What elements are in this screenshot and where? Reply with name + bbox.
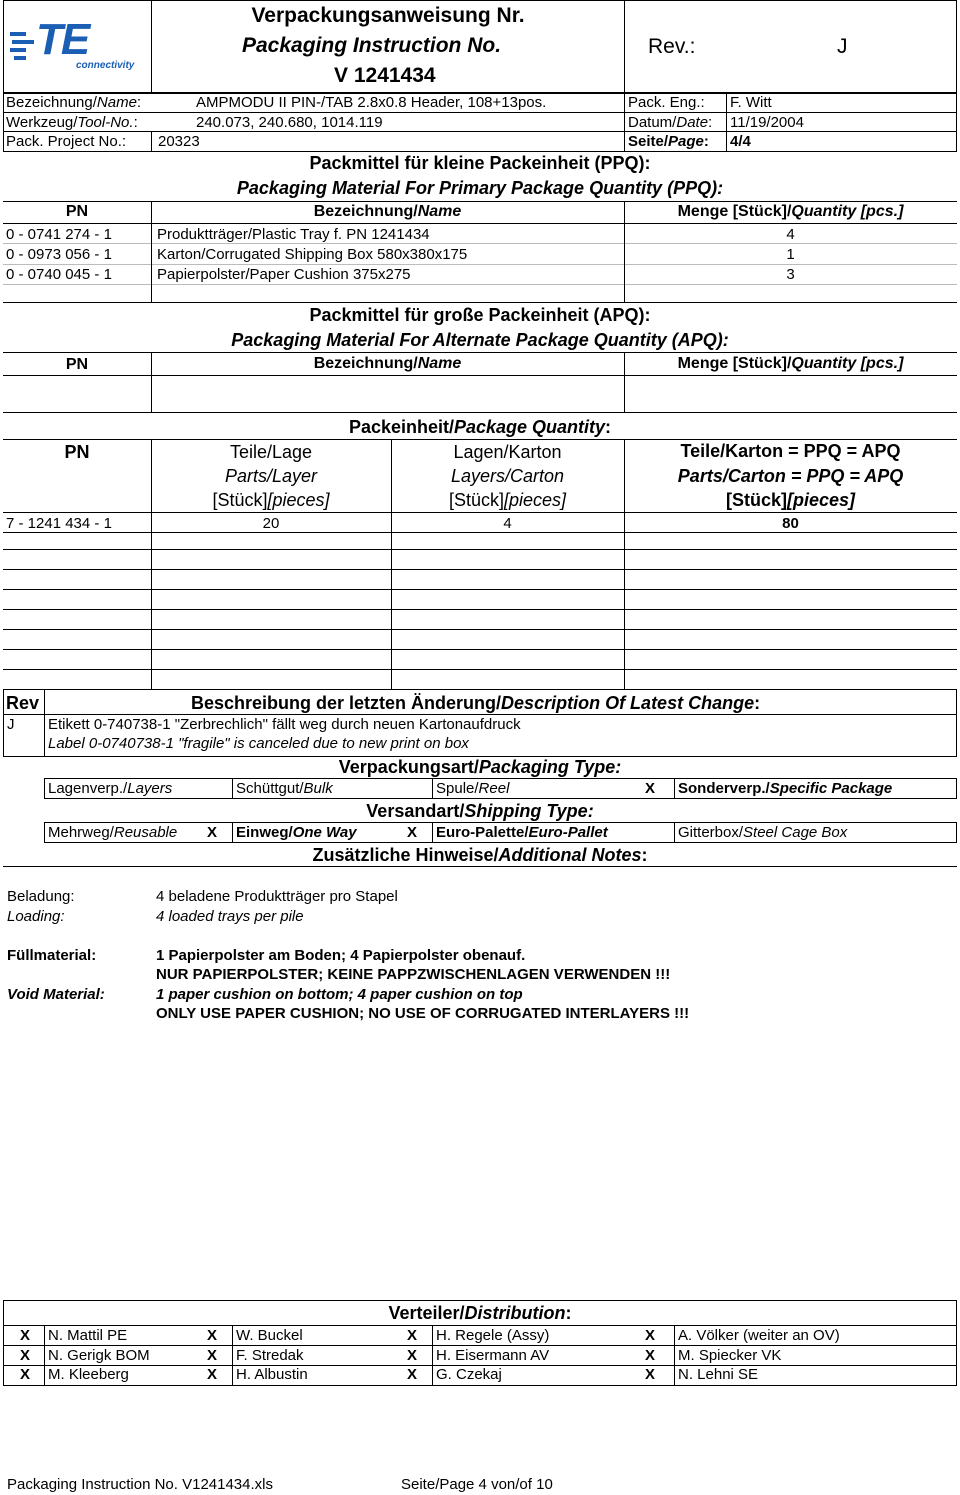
divider (624, 352, 625, 412)
dist-mark: X (407, 1327, 418, 1344)
ppq-row-1-qty: 4 (786, 226, 795, 243)
divider (151, 131, 152, 151)
divider (3, 532, 957, 533)
change-title: Beschreibung der letzten Änderung/Description Of Latest Change: (191, 693, 761, 713)
logo-subtext: connectivity (76, 60, 135, 71)
divider (151, 439, 152, 689)
dist-name: N. Lehni SE (678, 1366, 759, 1383)
tool-value: 240.073, 240.680, 1014.119 (196, 114, 383, 131)
dist-name: N. Gerigk BOM (48, 1347, 150, 1364)
pkg-col-parts-de: Teile/Lage (229, 442, 313, 462)
dist-mark: X (207, 1327, 218, 1344)
pkg-col-layers-en: Layers/Carton (450, 466, 565, 486)
fill-label-en: Void Material: (7, 986, 105, 1003)
fill-line-2: NUR PAPIERPOLSTER; KEINE PAPPZWISCHENLAGEN VERWENDEN !!! (156, 966, 671, 983)
ppq-title-de: Packmittel für kleine Packeinheit (PPQ): (309, 153, 651, 173)
ppq-row-2-qty: 1 (786, 246, 795, 263)
divider (3, 569, 957, 570)
divider (956, 778, 957, 798)
divider (674, 1325, 675, 1385)
pkg-col-layers-unit: [Stück][pieces] (448, 490, 567, 510)
divider (44, 822, 957, 823)
divider (3, 609, 957, 610)
dist-mark: X (407, 1366, 418, 1383)
divider (3, 93, 4, 151)
divider (624, 439, 625, 689)
dist-name: F. Stredak (236, 1347, 304, 1364)
logo-text: TE (36, 15, 89, 64)
divider (674, 822, 675, 842)
divider (391, 439, 392, 689)
pkg-col-parts-en: Parts/Layer (224, 466, 318, 486)
divider (3, 589, 957, 590)
ppq-row-1-pn: 0 - 0741 274 - 1 (6, 226, 112, 243)
pkg-row-total: 80 (782, 515, 799, 532)
divider (956, 689, 957, 756)
divider (726, 93, 727, 151)
dist-name: M. Spiecker VK (678, 1347, 782, 1364)
pack-eng-value: F. Witt (730, 94, 772, 111)
divider (3, 131, 957, 132)
divider (624, 93, 625, 151)
divider (44, 842, 957, 843)
tool-label: Werkzeug/Tool-No.: (6, 114, 138, 131)
divider (44, 798, 957, 799)
apq-title-de: Packmittel für große Packeinheit (APQ): (309, 305, 651, 325)
ppq-row-3-name: Papierpolster/Paper Cushion 375x275 (157, 266, 411, 283)
pack-type-title: Verpackungsart/Packaging Type: (338, 757, 622, 777)
divider (3, 649, 957, 650)
ppq-col-pn: PN (65, 203, 89, 220)
divider (3, 1345, 957, 1346)
divider (44, 778, 957, 779)
pack-type-special-mark: X (645, 780, 656, 797)
ship-pallet: Euro-Palette/Euro-Pallet (436, 824, 608, 841)
change-rev-label: Rev (6, 693, 40, 713)
pkg-col-pn: PN (64, 442, 90, 462)
divider (3, 689, 4, 756)
dist-mark: X (645, 1366, 656, 1383)
divider (432, 1325, 433, 1385)
dist-mark: X (207, 1366, 218, 1383)
pkg-col-total-en: Parts/Carton = PPQ = APQ (677, 466, 904, 486)
ship-reusable: Mehrweg/Reusable (48, 824, 178, 841)
loading-label-en: Loading: (7, 908, 65, 925)
divider (3, 264, 957, 265)
dist-mark: X (645, 1347, 656, 1364)
divider (3, 439, 957, 440)
rev-value: J (837, 35, 848, 58)
divider (624, 0, 625, 93)
divider (3, 689, 957, 690)
footer-page: Seite/Page 4 von/of 10 (401, 1476, 553, 1493)
pkg-row-parts: 20 (262, 515, 280, 532)
pkg-col-total-unit: [Stück][pieces] (725, 490, 856, 510)
divider (3, 629, 957, 630)
ship-cage: Gitterbox/Steel Cage Box (678, 824, 848, 841)
name-value: AMPMODU II PIN-/TAB 2.8x0.8 Header, 108+13pos. (196, 94, 547, 111)
divider (3, 866, 957, 867)
rev-label: Rev.: (648, 35, 696, 58)
apq-col-name: Bezeichnung/Name (313, 355, 462, 372)
divider (44, 1325, 45, 1385)
divider (432, 822, 433, 842)
dist-mark: X (20, 1366, 31, 1383)
divider (956, 822, 957, 842)
change-text-de: Etikett 0-740738-1 "Zerbrechlich" fällt weg durch neuen Kartonaufdruck (48, 716, 521, 733)
dist-name: H. Eisermann AV (436, 1347, 550, 1364)
change-rev: J (7, 716, 15, 733)
dist-name: W. Buckel (236, 1327, 303, 1344)
pkg-row-layers: 4 (503, 515, 512, 532)
divider (3, 412, 957, 413)
ppq-row-2-name: Karton/Corrugated Shipping Box 580x380x175 (157, 246, 468, 263)
loading-label-de: Beladung: (7, 888, 75, 905)
date-label: Datum/Date: (628, 114, 713, 131)
divider (3, 151, 957, 152)
te-logo (8, 15, 150, 74)
doc-number: V 1241434 (334, 64, 436, 87)
divider (674, 778, 675, 798)
divider (3, 1300, 957, 1301)
fill-label-de: Füllmaterial: (7, 947, 97, 964)
divider (3, 352, 957, 353)
divider (3, 1385, 957, 1386)
pkg-qty-title: Packeinheit/Package Quantity: (348, 417, 612, 437)
ppq-row-2-pn: 0 - 0973 056 - 1 (6, 246, 112, 263)
pkg-col-parts-unit: [Stück][pieces] (212, 490, 330, 510)
ppq-col-name: Bezeichnung/Name (313, 203, 462, 220)
pack-type-special: Sonderverp./Specific Package (678, 780, 893, 797)
project-value: 20323 (158, 133, 200, 150)
fill-line-4: ONLY USE PAPER CUSHION; NO USE OF CORRUGATED INTERLAYERS !!! (156, 1005, 690, 1022)
pack-eng-label: Pack. Eng.: (628, 94, 705, 111)
dist-mark: X (20, 1347, 31, 1364)
divider (3, 669, 957, 670)
dist-name: M. Kleeberg (48, 1366, 129, 1383)
apq-col-qty: Menge [Stück]/Quantity [pcs.] (677, 355, 904, 372)
ppq-row-3-qty: 3 (786, 266, 795, 283)
ship-pallet-mark: X (407, 824, 418, 841)
ppq-title-en: Packaging Material For Primary Package Quantity (PPQ): (236, 178, 724, 198)
divider (3, 549, 957, 550)
dist-mark: X (407, 1347, 418, 1364)
divider (3, 302, 957, 303)
change-text-en: Label 0-0740738-1 "fragile" is canceled due to new print on box (48, 735, 469, 752)
dist-name: H. Albustin (236, 1366, 308, 1383)
loading-de: 4 beladene Produktträger pro Stapel (156, 888, 398, 905)
dist-mark: X (207, 1347, 218, 1364)
divider (44, 822, 45, 842)
divider (232, 778, 233, 798)
ppq-row-3-pn: 0 - 0740 045 - 1 (6, 266, 112, 283)
divider (151, 352, 152, 412)
divider (3, 201, 957, 202)
pkg-row-pn: 7 - 1241 434 - 1 (6, 515, 112, 532)
divider (3, 512, 957, 513)
notes-title: Zusätzliche Hinweise/Additional Notes: (312, 845, 648, 865)
dist-name: N. Mattil PE (48, 1327, 128, 1344)
divider (3, 223, 957, 224)
divider (44, 689, 45, 756)
title-de: Verpackungsanweisung Nr. (251, 4, 525, 27)
ship-type-title: Versandart/Shipping Type: (366, 801, 594, 821)
dist-name: G. Czekaj (436, 1366, 502, 1383)
divider (3, 1325, 957, 1326)
ship-oneway: Einweg/One Way (236, 824, 357, 841)
apq-col-pn: PN (65, 356, 89, 373)
divider (232, 822, 233, 842)
footer-filename: Packaging Instruction No. V1241434.xls (7, 1476, 273, 1493)
name-label: Bezeichnung/Name: (6, 94, 142, 111)
loading-en: 4 loaded trays per pile (156, 908, 304, 925)
pack-type-layers: Lagenverp./Layers (48, 780, 173, 797)
apq-title-en: Packaging Material For Alternate Package Quantity (APQ): (231, 330, 729, 350)
divider (956, 93, 957, 151)
pack-type-bulk: Schüttgut/Bulk (236, 780, 333, 797)
fill-line-1: 1 Papierpolster am Boden; 4 Papierpolster obenauf. (156, 947, 526, 964)
distribution-title: Verteiler/Distribution: (388, 1303, 572, 1323)
divider (151, 201, 152, 302)
divider (232, 1325, 233, 1385)
divider (3, 714, 957, 715)
page-label: Seite/Page: (628, 133, 709, 150)
pkg-col-total-de: Teile/Karton = PPQ = APQ (680, 441, 901, 461)
date-value: 11/19/2004 (730, 114, 804, 131)
page-value: 4/4 (730, 133, 751, 150)
divider (3, 375, 957, 376)
divider (432, 778, 433, 798)
divider (3, 284, 957, 285)
fill-line-3: 1 paper cushion on bottom; 4 paper cushion on top (156, 986, 523, 1003)
divider (3, 112, 957, 113)
dist-name: A. Völker (weiter an OV) (678, 1327, 840, 1344)
ship-oneway-mark: X (207, 824, 218, 841)
dist-name: H. Regele (Assy) (436, 1327, 550, 1344)
pack-type-reel: Spule/Reel (436, 780, 510, 797)
dist-mark: X (20, 1327, 31, 1344)
title-en: Packaging Instruction No. (242, 34, 502, 57)
project-label: Pack. Project No.: (6, 133, 127, 150)
divider (44, 778, 45, 798)
dist-mark: X (645, 1327, 656, 1344)
ppq-col-qty: Menge [Stück]/Quantity [pcs.] (677, 203, 904, 220)
pkg-col-layers-de: Lagen/Karton (453, 442, 562, 462)
ppq-row-1-name: Produktträger/Plastic Tray f. PN 1241434 (157, 226, 430, 243)
